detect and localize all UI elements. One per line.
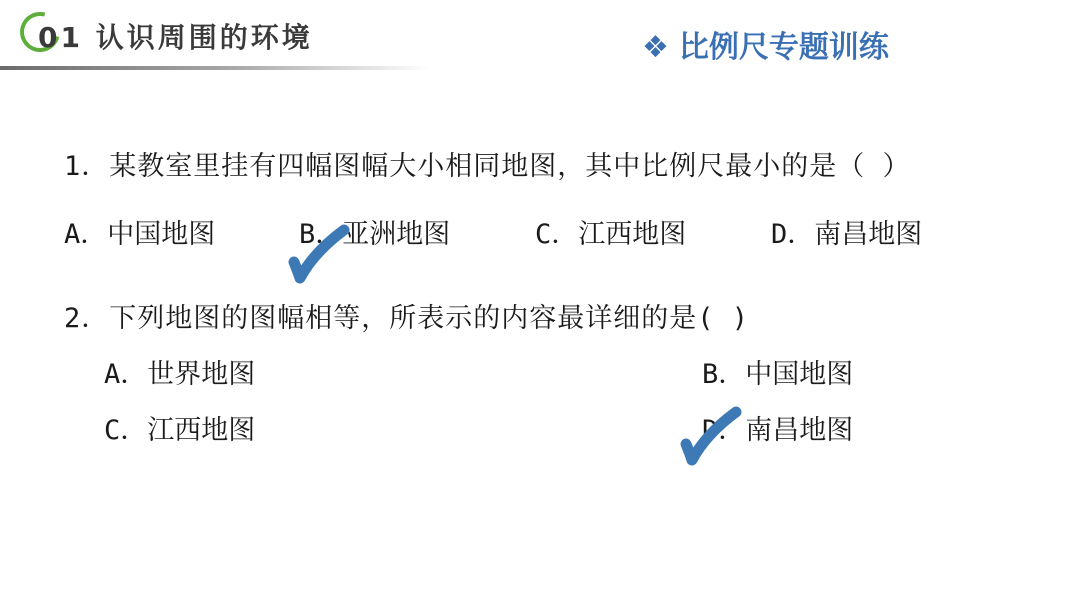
checkmark-icon (284, 222, 354, 288)
header-underline (0, 66, 430, 70)
question-1-option-c: C．江西地图 (535, 219, 687, 250)
question-2-option-b: B．中国地图 (702, 359, 854, 390)
question-2-stem: 2．下列地图的图幅相等，所表示的内容最详细的是( ) (64, 303, 750, 334)
question-1-option-b: B．亚洲地图 (299, 219, 451, 250)
question-1-option-a: A．中国地图 (64, 219, 216, 250)
topic-heading (642, 28, 889, 68)
question-1-stem: 1．某教室里挂有四幅图幅大小相同地图，其中比例尺最小的是（ ） (64, 151, 911, 182)
checkmark-icon (676, 404, 746, 470)
section-title: 01 认识周围的环境 (38, 21, 313, 54)
topic-title: 比例尺专题训练 (678, 30, 889, 65)
question-2-option-a: A．世界地图 (104, 359, 256, 390)
question-1-option-d: D．南昌地图 (771, 219, 923, 250)
question-2-option-c: C．江西地图 (104, 415, 256, 446)
diamond-cluster-icon: ❖ (642, 30, 669, 65)
question-2-option-d: D．南昌地图 (702, 415, 854, 446)
